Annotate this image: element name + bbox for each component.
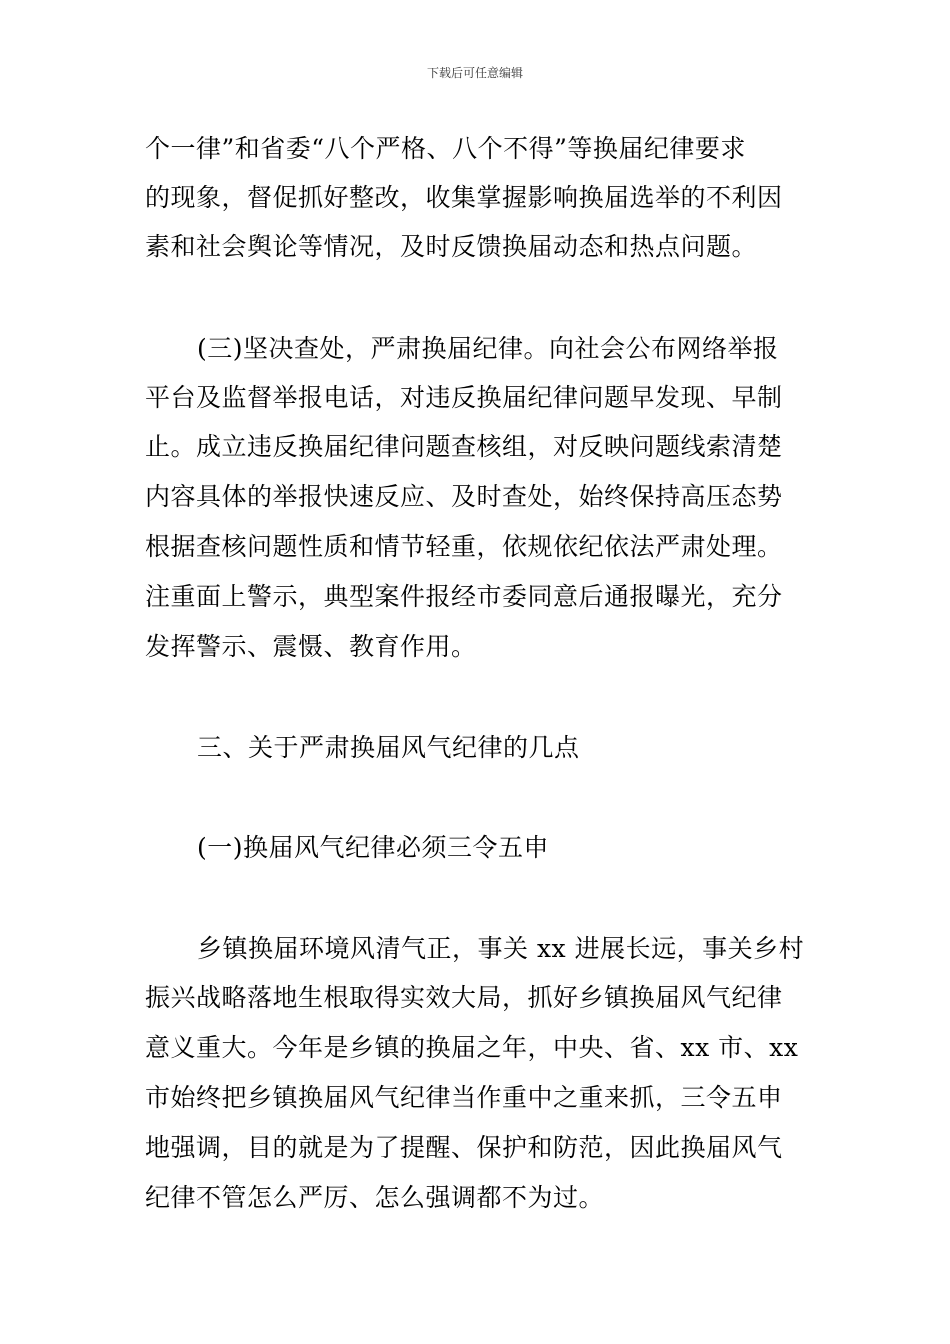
paragraph-line: 乡镇换届环境风清气正，事关 xx 进展长远，事关乡村	[197, 934, 805, 963]
subsection-heading: (一)换届风气纪律必须三令五申	[197, 833, 550, 862]
paragraph-line: (三)坚决查处，严肃换届纪律。向社会公布网络举报	[197, 334, 779, 363]
paragraph-line: 纪律不管怎么严厉、怎么强调都不为过。	[145, 1183, 605, 1212]
paragraph-line: 素和社会舆论等情况，及时反馈换届动态和热点问题。	[145, 232, 758, 261]
paragraph-line: 振兴战略落地生根取得实效大局，抓好乡镇换届风气纪律	[145, 983, 783, 1012]
paragraph-line: 意义重大。今年是乡镇的换届之年，中央、省、xx 市、xx	[145, 1033, 799, 1062]
paragraph-line: 平台及监督举报电话，对违反换届纪律问题早发现、早制	[145, 383, 783, 412]
paragraph-line: 发挥警示、震慑、教育作用。	[145, 632, 477, 661]
paragraph-line: 市始终把乡镇换届风气纪律当作重中之重来抓，三令五申	[145, 1083, 783, 1112]
paragraph-line: 止。成立违反换届纪律问题查核组，对反映问题线索清楚	[145, 432, 783, 461]
paragraph-line: 注重面上警示，典型案件报经市委同意后通报曝光，充分	[145, 582, 783, 611]
section-heading: 三、关于严肃换届风气纪律的几点	[197, 733, 580, 762]
paragraph-line: 根据查核问题性质和情节轻重，依规依纪依法严肃处理。	[145, 532, 783, 561]
paragraph-line: 地强调，目的就是为了提醒、保护和防范，因此换届风气	[145, 1133, 783, 1162]
paragraph-line: 内容具体的举报快速反应、及时查处，始终保持高压态势	[145, 482, 783, 511]
page-header: 下载后可任意编辑	[426, 66, 523, 80]
paragraph-line: 的现象，督促抓好整改，收集掌握影响换届选举的不利因	[145, 183, 783, 212]
paragraph-line: 个一律”和省委“八个严格、八个不得”等换届纪律要求	[145, 134, 746, 163]
